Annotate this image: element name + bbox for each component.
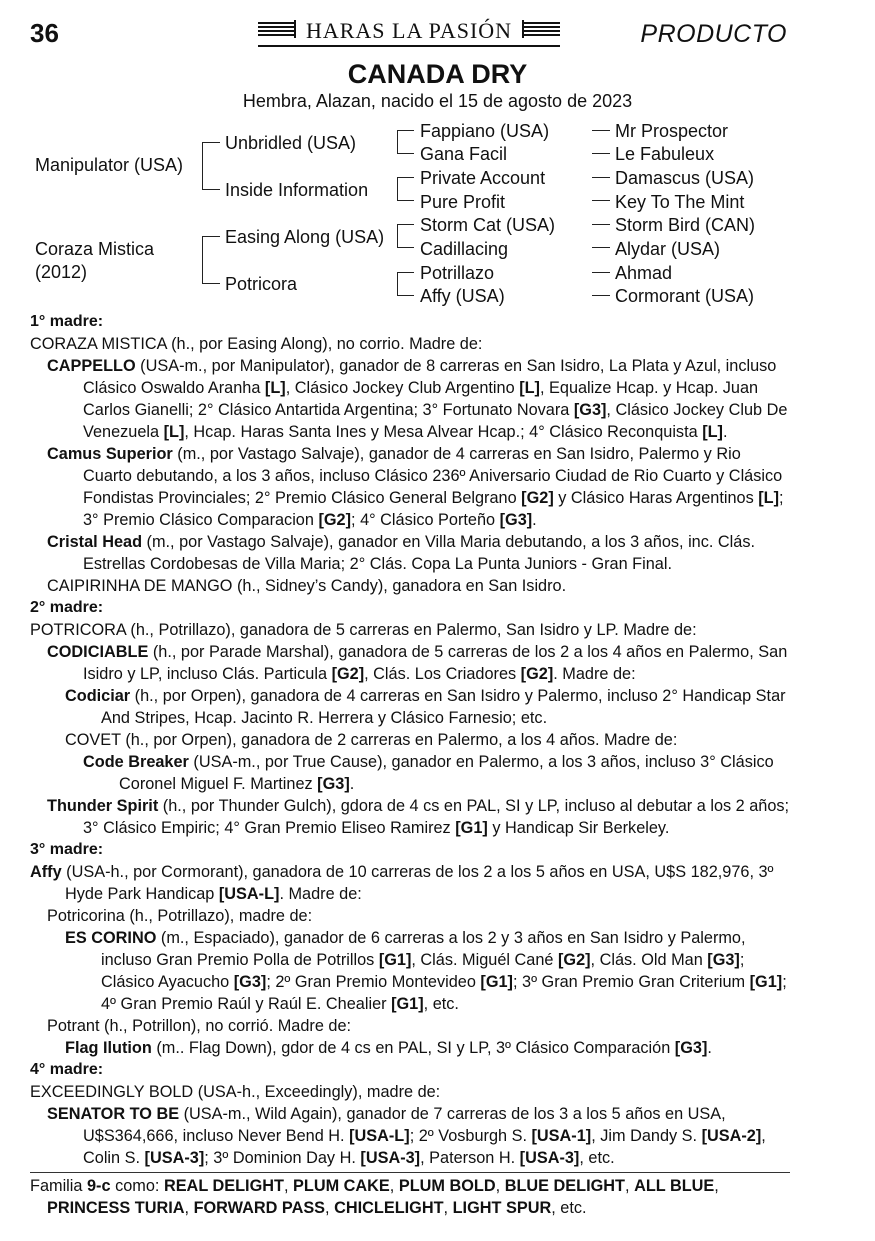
race-grade: [USA-L] (349, 1127, 410, 1145)
race-grade: [G1] (378, 951, 412, 969)
race-grade: [G3] (317, 775, 350, 793)
brand-name: HARAS LA PASIÓN (305, 18, 513, 43)
family-prefix: Familia (30, 1177, 87, 1195)
pedigree-gen2: Easing Along (USA) (225, 227, 385, 247)
pedigree-line (202, 142, 203, 190)
entry-text: , etc. (579, 1149, 615, 1167)
race-grade: [G2] (557, 951, 591, 969)
race-grade: [USA-L] (218, 885, 280, 903)
race-grade: [G3] (233, 973, 267, 991)
pedigree-line (397, 224, 414, 225)
second-dam-label: 2° madre: (30, 599, 104, 616)
pedigree-line (592, 224, 610, 225)
pedigree-line (397, 247, 414, 248)
horse-name-bold: SENATOR TO BE (47, 1105, 180, 1123)
entry-text: (h., por Thunder Gulch), gdora de 4 cs en PAL, SI y LP, incluso al debutar a los 2 años; 3° Clásico Empiric; 4° Gran Premio Eliseo Ramirez (83, 797, 790, 837)
produce-entry-covet: COVET (h., por Orpen), ganadora de 2 carreras en Palermo, a los 4 años. Madre de: (65, 731, 678, 749)
family-horse: LIGHT SPUR (452, 1199, 552, 1217)
entry-text: , Paterson H. (420, 1149, 520, 1167)
produce-entry-cappello (30, 355, 790, 443)
pedigree-line (202, 283, 220, 284)
pedigree-line (592, 200, 610, 201)
entry-text: (m.. Flag Down), gdor de 4 cs en PAL, SI y LP, 3º Clásico Comparación (151, 1039, 675, 1057)
produce-entry-senator-to-be (30, 1103, 790, 1169)
family-horse: PLUM BOLD (398, 1177, 496, 1195)
horse-name-bold: Affy (30, 863, 62, 881)
pedigree-gen3: Potrillazo (420, 263, 495, 283)
horse-name-bold: ES CORINO (65, 929, 157, 947)
entry-text: . Madre de: (553, 665, 636, 683)
family-horse: FORWARD PASS (193, 1199, 326, 1217)
entry-text: , Clás. Los Criadores (364, 665, 521, 683)
family-horse: REAL DELIGHT (163, 1177, 284, 1195)
race-grade: [USA-1] (531, 1127, 592, 1145)
family-como: como: (110, 1177, 164, 1195)
produce-entry-caipirinha: CAIPIRINHA DE MANGO (h., Sidney’s Candy), ganadora en San Isidro. (47, 577, 567, 595)
pedigree-line (592, 272, 610, 273)
family-horse: CHICLELIGHT (334, 1199, 444, 1217)
pedigree-gen3: Storm Cat (USA) (420, 215, 556, 235)
race-grade: [L] (758, 489, 780, 507)
entry-text: ; 4º Gran Premio Raúl y Raúl E. Chealier (101, 973, 787, 1013)
produce-record (30, 311, 790, 1219)
entry-text: (USA-m., por True Cause), ganador en Palermo, a los 3 años, incluso 3° Clásico Coronel Miguel F. Martinez (119, 753, 774, 793)
pedigree-gen3: Fappiano (USA) (420, 121, 550, 141)
entry-text: ; 3º Dominion Day H. (204, 1149, 361, 1167)
entry-text: (m., Espaciado), ganador de 6 carreras a los 2 y 3 años en San Isidro y Palermo, incluso Gran Premio Polla de Potrillos (101, 929, 746, 969)
entry-text: (m., por Vastago Salvaje), ganador de 4 carreras en San Isidro, Palermo y Rio Cuarto debutando, a los 3 años, incluso Clásico 236º Aniversario Ciudad de Rio Cuarto y Clásico Fondistas Provinciales; 2° Premio Clásico General Belgrano (83, 445, 783, 507)
entry-text: , etc. (423, 995, 459, 1013)
family-sep: , (495, 1177, 505, 1195)
produce-entry-code-breaker (30, 751, 790, 795)
race-grade: [USA-3] (360, 1149, 421, 1167)
pedigree-line (397, 177, 398, 201)
pedigree-line (397, 272, 414, 273)
horse-name-bold: Cristal Head (47, 533, 143, 551)
pedigree-line (592, 130, 610, 131)
pedigree-gen4: Ahmad (615, 263, 673, 283)
entry-text: (h., por Orpen), ganadora de 4 carreras en San Isidro y Palermo, incluso 2° Handicap Star And Stripes, Hcap. Jacinto R. Herrera y Clásico Farnesio; etc. (101, 687, 786, 727)
pedigree-line (397, 130, 414, 131)
entry-text: . Madre de: (279, 885, 362, 903)
logo-bars-right (522, 22, 560, 36)
pedigree-line (397, 177, 414, 178)
pedigree-gen4: Alydar (USA) (615, 239, 721, 259)
pedigree-line (202, 142, 220, 143)
produce-entry-codiciable (30, 641, 790, 685)
entry-text: ; 2º Vosburgh S. (409, 1127, 532, 1145)
pedigree-line (202, 236, 220, 237)
pedigree-line (397, 200, 414, 201)
entry-text: . (532, 511, 537, 529)
family-horse: PLUM CAKE (293, 1177, 390, 1195)
family-etc: , etc. (551, 1199, 587, 1217)
race-grade: [L] (702, 423, 723, 441)
produce-entry-affy (30, 861, 790, 905)
entry-text: ; 2º Gran Premio Montevideo (266, 973, 481, 991)
family-horse: ALL BLUE (634, 1177, 715, 1195)
pedigree-gen3: Pure Profit (420, 192, 506, 212)
entry-text: (USA-m., por Manipulator), ganador de 8 carreras en San Isidro, La Plata y Azul, incluso Clásico Oswaldo Aranha (83, 357, 777, 397)
first-dam-intro: CORAZA MISTICA (h., por Easing Along), no corrio. Madre de: (30, 335, 483, 353)
entry-text: (h., por Parade Marshal), ganadora de 5 carreras de los 2 a los 4 años en Palermo, San Isidro y LP, incluso Clás. Particula (83, 643, 788, 683)
produce-entry-es-corino (30, 927, 790, 1015)
entry-text: y Handicap Sir Berkeley. (487, 819, 670, 837)
race-grade: [G2] (520, 665, 554, 683)
pedigree-gen2: Inside Information (225, 180, 369, 200)
race-grade: [USA-3] (519, 1149, 580, 1167)
entry-text: y Clásico Haras Argentinos (553, 489, 759, 507)
pedigree-line (397, 130, 398, 154)
pedigree-gen3: Private Account (420, 168, 546, 188)
pedigree-dam: Coraza Mistica (35, 239, 155, 259)
pedigree-gen4: Storm Bird (CAN) (615, 215, 756, 235)
pedigree-gen4: Key To The Mint (615, 192, 745, 212)
produce-entry-cristal-head (30, 531, 790, 575)
section-title: PRODUCTO (640, 20, 787, 48)
pedigree-line (592, 177, 610, 178)
pedigree-gen3: Cadillacing (420, 239, 509, 259)
second-dam-intro: POTRICORA (h., Potrillazo), ganadora de 5 carreras en Palermo, San Isidro y LP. Madre de: (30, 621, 697, 639)
pedigree-dam-year: (2012) (35, 262, 88, 282)
entry-text: ; 4° Clásico Porteño (351, 511, 500, 529)
race-grade: [G2] (331, 665, 365, 683)
pedigree-gen2: Unbridled (USA) (225, 133, 357, 153)
family-number: 9-c (87, 1177, 111, 1195)
race-grade: [G3] (499, 511, 533, 529)
race-grade: [G3] (674, 1039, 708, 1057)
entry-text: , Clás. Old Man (590, 951, 708, 969)
entry-text: , Colin S. (83, 1127, 766, 1167)
entry-text: , Clás. Miguél Cané (411, 951, 558, 969)
race-grade: [USA-2] (701, 1127, 762, 1145)
horse-name-bold: CAPPELLO (47, 357, 136, 375)
pedigree-gen3: Affy (USA) (420, 286, 505, 306)
pedigree-line (397, 224, 398, 248)
entry-text: . (349, 775, 355, 793)
pedigree-gen3: Gana Facil (420, 144, 508, 164)
pedigree-line (592, 295, 610, 296)
pedigree-line (202, 189, 220, 190)
pedigree-line (202, 236, 203, 284)
family-sep: , (443, 1199, 453, 1217)
entry-text: . (722, 423, 728, 441)
pedigree-sire: Manipulator (USA) (35, 155, 184, 175)
page-number: 36 (30, 18, 59, 48)
family-horse: BLUE DELIGHT (504, 1177, 625, 1195)
race-grade: [G1] (391, 995, 424, 1013)
family-sep: , (389, 1177, 399, 1195)
pedigree-line (592, 153, 610, 154)
fourth-dam-intro: EXCEEDINGLY BOLD (USA-h., Exceedingly), madre de: (30, 1083, 441, 1101)
pedigree-gen4: Cormorant (USA) (615, 286, 755, 306)
race-grade: [G1] (480, 973, 513, 991)
race-grade: [USA-3] (144, 1149, 205, 1167)
produce-entry-thunder-spirit (30, 795, 790, 839)
race-grade: [L] (264, 379, 286, 397)
family-sep: , (184, 1199, 194, 1217)
brand-logo (258, 17, 560, 47)
family-horse: PRINCESS TURIA (47, 1199, 185, 1217)
pedigree-gen4: Le Fabuleux (615, 144, 715, 164)
page-header (0, 0, 875, 60)
race-grade: [L] (163, 423, 185, 441)
entry-text: (USA-h., por Cormorant), ganadora de 10 carreras de los 2 a los 5 años en USA, U$S 182,976, 3º Hyde Park Handicap (61, 863, 774, 903)
horse-name-bold: CODICIABLE (47, 643, 149, 661)
fourth-dam-label: 4° madre: (30, 1061, 104, 1078)
entry-text: , Equalize Hcap. y Hcap. Juan Carlos Gianelli; 2° Clásico Antartida Argentina; 3° Fortunato Novara (83, 379, 759, 419)
family-sep: , (714, 1177, 719, 1195)
produce-entry-codiciar (30, 685, 790, 729)
race-grade: [G3] (707, 951, 740, 969)
entry-text: , Clásico Jockey Club Argentino (285, 379, 520, 397)
horse-name-bold: Code Breaker (83, 753, 189, 771)
family-sep: , (625, 1177, 635, 1195)
race-grade: [G2] (521, 489, 554, 507)
family-line (30, 1172, 790, 1219)
produce-entry-potricorina: Potricorina (h., Potrillazo), madre de: (47, 907, 313, 925)
pedigree-line (397, 153, 414, 154)
horse-name: CANADA DRY (347, 59, 528, 89)
pedigree-gen2: Potricora (225, 274, 298, 294)
race-grade: [G2] (318, 511, 352, 529)
horse-name-bold: Camus Superior (47, 445, 173, 463)
pedigree-gen4: Damascus (USA) (615, 168, 755, 188)
pedigree-gen4: Mr Prospector (615, 121, 729, 141)
entry-text: (USA-m., Wild Again), ganador de 7 carreras de los 3 a los 5 años en USA, U$S364,666, incluso Never Bend H. (83, 1105, 726, 1145)
produce-entry-flag-ilution (30, 1037, 790, 1059)
entry-text: . (707, 1039, 712, 1057)
family-sep: , (283, 1177, 294, 1195)
horse-info: Hembra, Alazan, nacido el 15 de agosto de 2023 (242, 91, 633, 111)
horse-name-bold: Codiciar (65, 687, 131, 705)
logo-bars-left (258, 22, 296, 36)
entry-text: ; 3° Premio Clásico Comparacion (83, 489, 784, 529)
entry-text: , Jim Dandy S. (591, 1127, 702, 1145)
race-grade: [L] (519, 379, 540, 397)
entry-text: , Clásico Jockey Club De Venezuela (83, 401, 788, 441)
horse-name-bold: Thunder Spirit (47, 797, 159, 815)
family-sep: , (325, 1199, 335, 1217)
horse-name-bold: Flag Ilution (65, 1039, 152, 1057)
entry-text: ; 3º Gran Premio Gran Criterium (512, 973, 750, 991)
first-dam-label: 1° madre: (30, 313, 104, 330)
entry-text: ; Clásico Ayacucho (101, 951, 745, 991)
pedigree-line (592, 247, 610, 248)
produce-entry-potrant: Potrant (h., Potrillon), no corrió. Madre de: (47, 1017, 352, 1035)
pedigree-line (397, 272, 398, 296)
pedigree-line (397, 295, 414, 296)
entry-text: (m., por Vastago Salvaje), ganador en Villa Maria debutando, a los 3 años, inc. Clás. Estrellas Cordobesas de Villa Maria; 2° Clás. Copa La Punta Juniors - Gran Final. (83, 533, 756, 573)
race-grade: [G3] (573, 401, 607, 419)
third-dam-label: 3° madre: (30, 841, 104, 858)
race-grade: [G1] (455, 819, 488, 837)
race-grade: [G1] (749, 973, 783, 991)
entry-text: , Hcap. Haras Santa Ines y Mesa Alvear Hcap.; 4° Clásico Reconquista (184, 423, 703, 441)
produce-entry-camus-superior (30, 443, 790, 531)
